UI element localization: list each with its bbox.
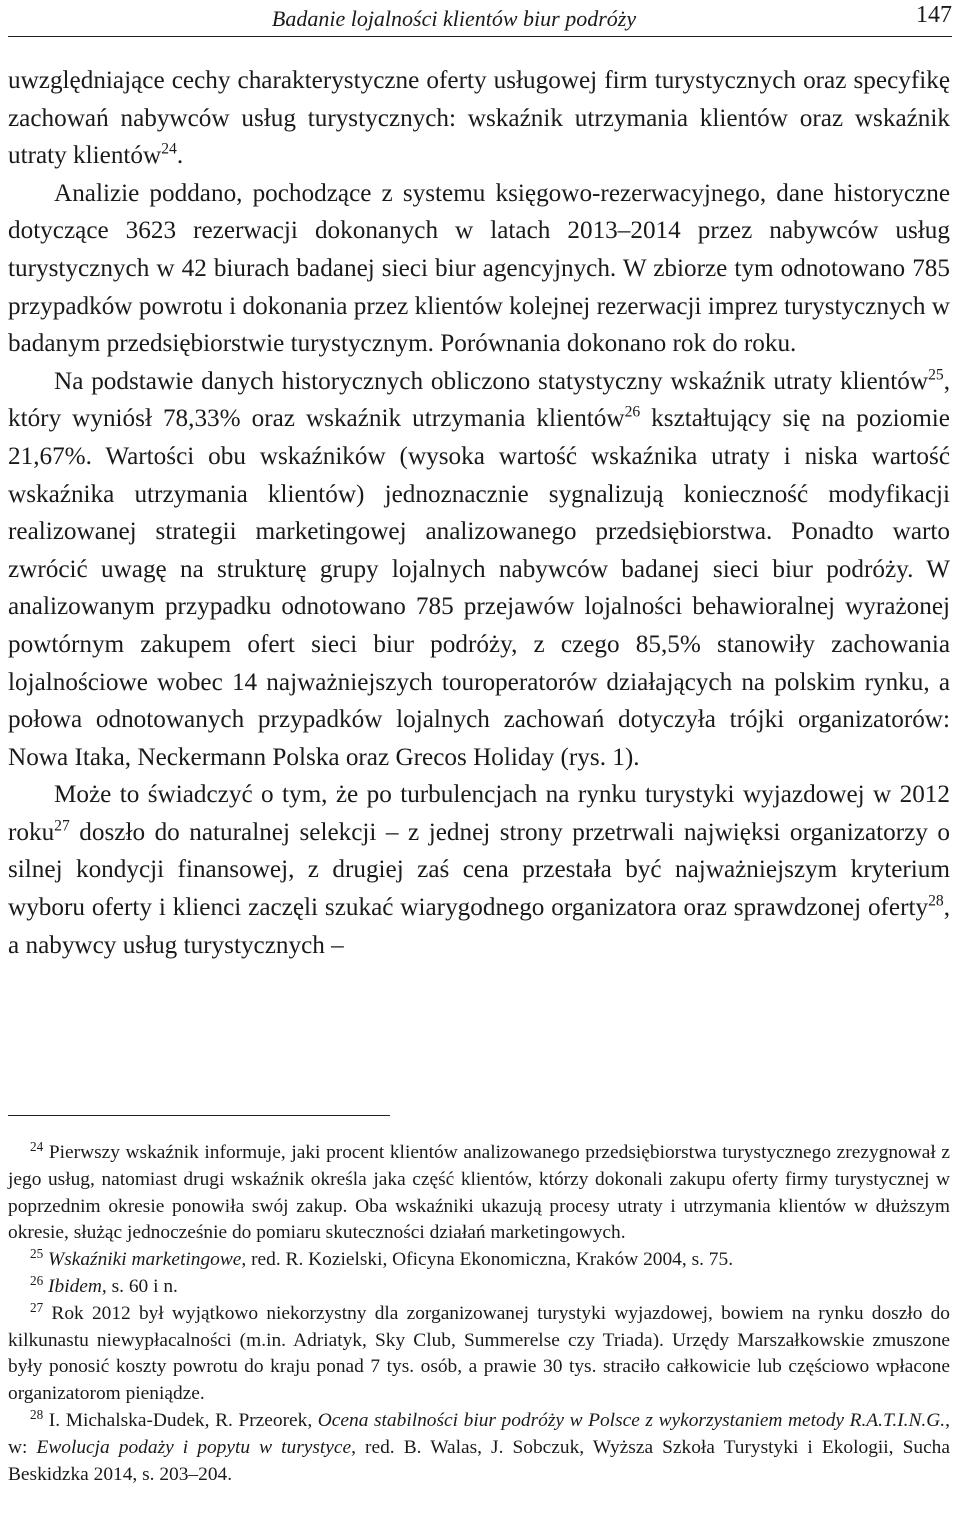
footnote-25 — [8, 1247, 950, 1274]
footnote-28 — [8, 1408, 950, 1488]
footnote-italic-title: Ibidem — [48, 1275, 102, 1297]
footnote-italic-book: Ewolucja podaży i popytu w turystyce — [36, 1436, 352, 1458]
paragraph-4-part2: doszło do naturalnej selekcji – z jednej strony przetrwali najwięksi organizatorzy o silnej kondycji finansowej, z drugiej zaś cena przestała być najważniejszym kryterium wyboru oferty i klienci zaczęli szukać wiarygodnego organizatora oraz sprawdzonej oferty — [8, 818, 950, 922]
paragraph-3-part3: kształtujący się na poziomie 21,67%. Wartości obu wskaźników (wysoka wartość wskaźnika utraty i niska wartość wskaźnika utrzymania klientów) jednoznacznie sygnalizują konieczność modyfikacji realizowanej strategii marketingowej analizowanego przedsiębiorstwa. Ponadto warto zwrócić uwagę na strukturę grupy lojalnych nabywców badanej sieci biur podróży. W analizowanym przypadku odnotowano 785 przejawów lojalności behawioralnej wyrażonej powtórnym zakupem ofert sieci biur podróży, z czego 85,5% stanowiły zachowania lojalnościowe wobec 14 najważniejszych touroperatorów działających na polskim rynku, a połowa odnotowanych przypadków lojalnych zachowań dotyczyła trójki organizatorów: Nowa Itaka, Neckermann Polska oraz Grecos Holiday (rys. 1). — [8, 405, 950, 771]
footnote-number: 27 — [30, 1299, 44, 1315]
footnote-ref-26[interactable]: 26 — [624, 403, 641, 421]
footnote-24 — [8, 1140, 950, 1247]
paragraph-1-end: . — [176, 142, 184, 170]
footnote-text: Pierwszy wskaźnik informuje, jaki procent klientów analizowanego przedsiębiorstwa turystycznego zrezygnował z jego usług, natomiast drugi wskaźnik określa jaka część klientów, którzy dokonali zakupu oferty firmy turystycznej w poprzednim okresie ponowiła swój zakup. Oba wskaźniki ukazują procesy utraty i utrzymania klientów w dłuższym okresie, służąc jednocześnie do pomiaru skuteczności działań marketingowych. — [8, 1142, 950, 1244]
footnote-text: , red. R. Kozielski, Oficyna Ekonomiczna, Kraków 2004, s. 75. — [241, 1249, 734, 1271]
page-number: 147 — [916, 2, 952, 28]
footnote-number: 25 — [30, 1245, 44, 1261]
footnote-connector: , w: — [8, 1409, 950, 1458]
footnote-ref-27[interactable]: 27 — [54, 817, 70, 835]
paragraph-3-part2: , który wyniósł 78,33% oraz wskaźnik utrzymania klientów — [8, 367, 950, 433]
footnote-text: , s. 60 i n. — [101, 1275, 178, 1297]
footnote-26 — [8, 1274, 950, 1301]
footnote-number: 28 — [30, 1406, 44, 1422]
paragraph-4 — [8, 776, 950, 964]
paragraph-4-part3: , a nabywcy usług turystycznych – — [8, 894, 950, 959]
paragraph-1 — [8, 62, 950, 175]
running-title: Badanie lojalności klientów biur podróży — [271, 6, 637, 31]
footnote-text: , red. B. Walas, J. Sobczuk, Wyższa Szkoła Turystyki i Ekologii, Sucha Beskidzka 2014, s. 203–204. — [8, 1436, 950, 1485]
paragraph-4-part1: Może to świadczyć o tym, że po turbulencjach na rynku turystyki wyjazdowej w 2012 roku — [8, 781, 950, 846]
footnote-ref-24[interactable]: 24 — [161, 140, 177, 158]
paragraph-3-part1: Na podstawie danych historycznych obliczono statystyczny wskaźnik utraty klientów — [54, 367, 929, 395]
footnotes — [8, 1140, 950, 1488]
footnote-ref-25[interactable]: 25 — [928, 366, 944, 384]
footnote-number: 26 — [30, 1272, 44, 1288]
footnote-number: 24 — [30, 1138, 44, 1154]
footnote-text: Rok 2012 był wyjątkowo niekorzystny dla zorganizowanej turystyki wyjazdowej, bowiem na rynku doszło do kilkunastu niewypłacalności (m.in. Adriatyk, Sky Club, Summerelse czy Triada). Urzędy Marszałkowskie zmuszone były ponosić koszty powrotu do kraju ponad 7 tys. osób, a prawie 30 tys. straciło całkowicie lub częściowo wpłacone organizatorom pieniądze. — [8, 1302, 950, 1405]
running-head — [8, 2, 952, 37]
footnote-27 — [8, 1301, 950, 1408]
main-text — [8, 62, 950, 964]
paragraph-3 — [8, 363, 950, 777]
paragraph-2: Analizie poddano, pochodzące z systemu księgowo-rezerwacyjnego, dane historyczne dotyczące 3623 rezerwacji dokonanych w latach 2013–2014 przez nabywców usług turystycznych w 42 biurach badanej sieci biur agencyjnych. W zbiorze tym odnotowano 785 przypadków powrotu i dokonania przez klientów kolejnej rezerwacji imprez turystycznych w badanym przedsiębiorstwie turystycznym. Porównania dokonano rok do roku. — [8, 179, 950, 358]
footnote-italic-title: Wskaźniki marketingowe — [48, 1249, 242, 1271]
footnote-separator — [8, 1115, 390, 1116]
paragraph-1-text: uwzględniające cechy charakterystyczne oferty usługowej firm turystycznych oraz specyfikę zachowań nabywców usług turystycznych: wskaźnik utrzymania klientów oraz wskaźnik utraty klientów — [8, 67, 950, 170]
footnote-authors: I. Michalska-Dudek, R. Przeorek, — [48, 1409, 318, 1431]
footnote-ref-28[interactable]: 28 — [928, 892, 944, 910]
footnote-italic-title: Ocena stabilności biur podróży w Polsce z wykorzystaniem metody R.A.T.I.N.G. — [317, 1409, 946, 1431]
